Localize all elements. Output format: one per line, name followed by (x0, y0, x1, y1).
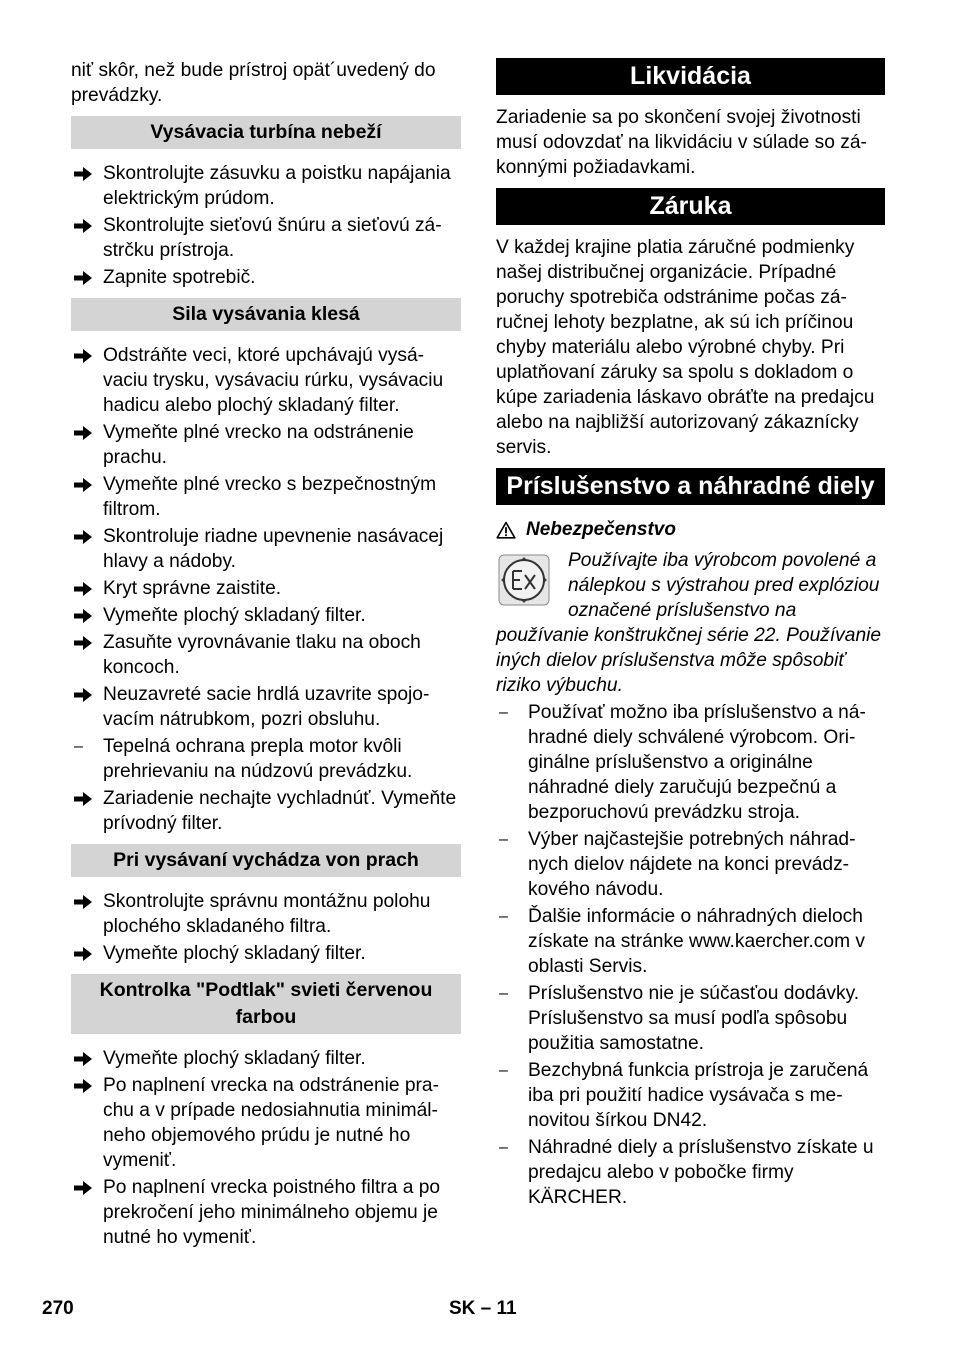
list-item (71, 941, 461, 966)
list-item-text: Kryt správne zaistite. (103, 578, 282, 599)
list-item-text: Po naplnení vrecka poistného filtra a po prekročení jeho minimálneho objemu je nutné ho vymeniť. (103, 1177, 441, 1248)
list-item-text: Zasuňte vyrovnávanie tlaku na oboch koncoch. (103, 632, 421, 678)
list-item (496, 981, 885, 1056)
intro-paragraph: niť skôr, než bude prístroj opät´uvedený do prevádzky. (71, 60, 436, 106)
dash-marker: – (499, 1062, 508, 1079)
list-item (71, 889, 461, 939)
list-item (71, 1046, 461, 1071)
list-item (496, 1058, 885, 1133)
danger-label: Nebezpečenstvo (526, 519, 676, 540)
list-item-text: Odstráňte veci, ktoré upchávajú vysávaciu trysku, vysávaciu rúrku, vysávaciu hadicu alebo plochý skladaný filter. (103, 345, 444, 416)
list-item-text: Skontrolujte sieťovú šnúru a sieťovú zástrčku prístroja. (103, 215, 442, 261)
list-item (496, 1135, 885, 1210)
list-marker (73, 161, 95, 182)
section-heading: Sila vysávania klesá (71, 298, 461, 331)
list-marker (73, 576, 95, 597)
list-marker (73, 889, 95, 910)
dash-marker: – (499, 831, 508, 848)
warranty-heading: Záruka (496, 188, 885, 225)
arrow-right-icon (73, 1180, 93, 1196)
arrow-right-icon (73, 635, 93, 651)
list-item (71, 630, 461, 680)
list-item-text: Bezchybná funkcia prístroja je zaručená iba pri použití hadice vysávača s menovitou šírkou DN42. (528, 1060, 869, 1131)
list-item-text: Ďalšie informácie o náhradných dieloch získate na stránke www.kaercher.com v oblasti Servis. (528, 906, 865, 977)
dash-marker: – (74, 738, 83, 755)
arrow-right-icon (73, 425, 93, 441)
list-marker (73, 265, 95, 286)
list-marker (73, 1175, 95, 1196)
section-heading: Pri vysávaní vychádza von prach (71, 844, 461, 877)
arrow-right-icon (73, 1078, 93, 1094)
list-item-text: Neuzavreté sacie hrdlá uzavrite spojovacím nátrubkom, pozri obsluhu. (103, 684, 430, 730)
list-item-text: Skontroluje riadne upevnenie nasávacej hlavy a nádoby. (103, 526, 444, 572)
list-item (71, 161, 461, 211)
action-list (71, 889, 461, 966)
list-item (71, 343, 461, 418)
section-heading: Vysávacia turbína nebeží (71, 116, 461, 149)
list-marker (73, 472, 95, 493)
list-marker (73, 343, 95, 364)
dash-marker: – (499, 908, 508, 925)
arrow-right-icon (73, 608, 93, 624)
list-item-text: Príslušenstvo nie je súčasťou dodávky. Príslušenstvo sa musí podľa spôsobu použitia samostatne. (528, 983, 860, 1054)
arrow-right-icon (73, 1051, 93, 1067)
list-item (71, 786, 461, 836)
list-item-text: Tepelná ochrana prepla motor kvôli prehrievaniu na núdzovú prevádzku. (103, 736, 413, 782)
list-item-text: Vymeňte plochý skladaný filter. (103, 1048, 366, 1069)
page-number: 270 (42, 1298, 74, 1319)
list-item-text: Zariadenie nechajte vychladnúť. Vymeňte prívodný filter. (103, 788, 457, 834)
list-item (71, 472, 461, 522)
action-list (71, 1046, 461, 1250)
list-marker (73, 941, 95, 962)
arrow-right-icon (73, 581, 93, 597)
list-item (71, 420, 461, 470)
list-marker (73, 1073, 95, 1094)
list-item-text: Skontrolujte zásuvku a poistku napájania elektrickým prúdom. (103, 163, 451, 209)
list-marker (73, 213, 95, 234)
right-column (496, 58, 885, 1212)
list-marker (73, 603, 95, 624)
list-item-text: Náhradné diely a príslušenstvo získate u predajcu alebo v pobočke firmy KÄRCHER. (528, 1137, 874, 1208)
arrow-right-icon (73, 791, 93, 807)
dash-marker: – (499, 985, 508, 1002)
list-item (71, 576, 461, 601)
arrow-right-icon (73, 348, 93, 364)
danger-block (496, 548, 885, 700)
arrow-right-icon (73, 166, 93, 182)
accessories-list (496, 700, 885, 1210)
disposal-heading: Likvidácia (496, 58, 885, 95)
list-marker (73, 420, 95, 441)
list-marker (73, 524, 95, 545)
list-item-text: Vymeňte plné vrecko na odstránenie prachu. (103, 422, 414, 468)
action-list (71, 161, 461, 290)
list-marker (73, 682, 95, 703)
warning-triangle-icon (496, 521, 516, 539)
section-heading: Kontrolka "Podtlak" svieti červenou farbou (71, 974, 461, 1034)
dash-marker: – (499, 704, 508, 721)
arrow-right-icon (73, 270, 93, 286)
list-item (496, 904, 885, 979)
warranty-text: V každej krajine platia záručné podmienky našej distribučnej organizácie. Prípadné poruchy spotrebiča odstránime počas záručnej lehoty bezplatne, ak sú ich príčinou chyby materiálu alebo výrobné chyby. Pri uplatňovaní záruky sa spolu s dokladom o kúpe zariadenia láskavo obráťte na predajcu alebo na najbližší autorizovaný zákaznícky servis. (496, 237, 875, 458)
list-item (71, 734, 461, 784)
disposal-text: Zariadenie sa po skončení svojej životnosti musí odovzdať na likvidáciu v súlade so zákonnými požiadavkami. (496, 107, 867, 178)
list-item (71, 1175, 461, 1250)
list-item-text: Vymeňte plochý skladaný filter. (103, 943, 366, 964)
list-item (71, 213, 461, 263)
dash-marker: – (499, 1139, 508, 1156)
arrow-right-icon (73, 946, 93, 962)
list-item-text: Výber najčastejšie potrebných náhradnych dielov nájdete na konci prevádzkového návodu. (528, 829, 856, 900)
list-item (71, 603, 461, 628)
list-item (71, 1073, 461, 1173)
list-marker (73, 630, 95, 651)
list-item (71, 524, 461, 574)
list-item (496, 700, 885, 825)
list-item (496, 827, 885, 902)
list-marker (73, 786, 95, 807)
arrow-right-icon (73, 894, 93, 910)
arrow-right-icon (73, 529, 93, 545)
list-item-text: Po naplnení vrecka na odstránenie prachu a v prípade nedosiahnutia minimálneho objemového prúdu je nutné ho vymeniť. (103, 1075, 439, 1171)
troubleshooting-sections (71, 116, 461, 1250)
danger-title (496, 517, 885, 542)
action-list (71, 343, 461, 836)
ex-explosion-protection-icon (498, 554, 550, 606)
list-item-text: Skontrolujte správnu montážnu polohu plochého skladaného filtra. (103, 891, 431, 937)
accessories-heading: Príslušenstvo a náhradné diely (496, 468, 885, 505)
list-item-text: Vymeňte plochý skladaný filter. (103, 605, 366, 626)
arrow-right-icon (73, 687, 93, 703)
arrow-right-icon (73, 477, 93, 493)
list-item-text: Zapnite spotrebič. (103, 267, 256, 288)
list-item (71, 682, 461, 732)
section-page-label: SK – 11 (449, 1298, 517, 1319)
list-marker (73, 1046, 95, 1067)
arrow-right-icon (73, 218, 93, 234)
list-item-text: Vymeňte plné vrecko s bezpečnostným filtrom. (103, 474, 437, 520)
danger-text: Používajte iba výrobcom povolené a nálepkou s výstrahou pred explóziou označené príslušenstvo na používanie konštrukčnej série 22. Používanie iných dielov príslušenstva môže spôsobiť riziko výbuchu. (496, 550, 882, 696)
list-item (71, 265, 461, 290)
left-column (71, 58, 461, 1252)
list-item-text: Používať možno iba príslušenstvo a náhradné diely schválené výrobcom. Originálne príslušenstvo a originálne náhradné diely zaručujú bezpečnú a bezporuchovú prevádzku stroja. (528, 702, 866, 823)
